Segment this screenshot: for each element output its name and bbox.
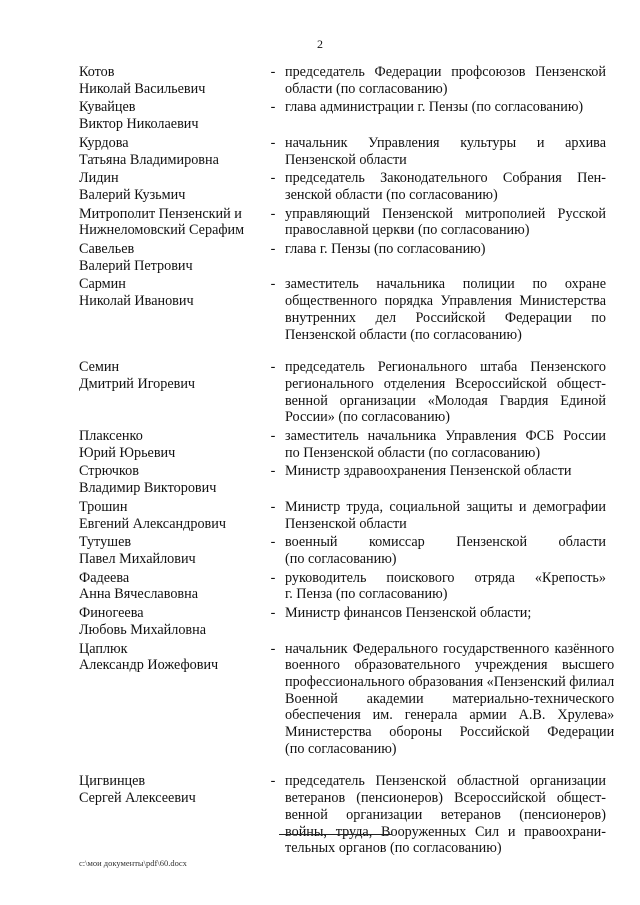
member-role-line: начальник Управления культуры и архива: [285, 134, 606, 151]
member-name: [79, 570, 261, 603]
member-role-line: глава администрации г. Пензы (по согласованию): [285, 99, 584, 116]
member-name-line: Дмитрий Игоревич: [79, 375, 196, 392]
member-name-line: Валерий Петрович: [79, 257, 193, 274]
member-role: [285, 605, 606, 638]
member-name: [79, 241, 261, 274]
member-name-line: Павел Михайлович: [79, 550, 196, 567]
member-role-line: Министерства обороны Российской Федерации: [285, 724, 615, 741]
member-name-line: Митрополит Пензенский и: [79, 205, 242, 222]
roster-row: [79, 640, 615, 758]
member-role: [285, 241, 606, 274]
member-role-line: венной организации ветеранов (пенсионеров): [285, 806, 606, 823]
member-name: [79, 773, 261, 857]
member-role-line: Министр труда, социальной защиты и демографии: [285, 498, 606, 515]
member-role-line: председатель Федерации профсоюзов Пензенской: [285, 64, 606, 80]
roster-row: [79, 64, 606, 97]
member-role-line: председатель Регионального штаба Пензенского: [285, 359, 606, 376]
member-role-line: Министр финансов Пензенской области;: [285, 605, 532, 622]
file-path-footer: c:\мои документы\pdf\60.docx: [79, 858, 187, 868]
roster-row: [79, 428, 606, 461]
member-name: [79, 64, 261, 97]
member-name-line: Кувайцев: [79, 99, 136, 116]
member-role: [285, 428, 606, 461]
dash-separator: -: [270, 241, 276, 258]
member-name-line: Финогеева: [79, 605, 144, 622]
separator-line: [279, 834, 392, 835]
dash-separator: -: [270, 773, 276, 790]
roster-row: [79, 773, 606, 857]
member-name-line: Савельев: [79, 241, 135, 258]
member-name: [79, 499, 261, 532]
member-role-line: управляющий Пензенской митрополией Русской: [285, 205, 606, 222]
member-role-line: профессионального образования «Пензенский филиал: [285, 673, 615, 690]
member-role-line: военного образовательного учреждения высшего: [285, 657, 615, 674]
member-role-line: Пензенской области: [285, 515, 407, 532]
member-role-line: войны, труда, Вооруженных Сил и правоохрани-: [285, 823, 606, 840]
member-role-line: области (по согласованию): [285, 80, 448, 97]
dash-separator: -: [270, 205, 276, 222]
dash-separator: -: [270, 276, 276, 293]
dash-separator: -: [270, 463, 276, 480]
member-name-line: Тутушев: [79, 534, 132, 551]
roster-row: [79, 276, 606, 343]
member-name-line: Любовь Михайловна: [79, 621, 207, 638]
member-role: [285, 773, 606, 857]
member-role: [285, 534, 606, 567]
member-role-line: ветеранов (пенсионеров) Всероссийской общест-: [285, 790, 606, 807]
member-roster: [79, 64, 615, 859]
member-role: [285, 570, 606, 603]
member-role: [285, 641, 614, 758]
member-role-line: Военной академии материально-технического: [285, 690, 615, 707]
member-role-line: начальник Федерального государственного казённого: [285, 640, 615, 657]
member-role-line: (по согласованию): [285, 550, 397, 567]
dash-separator: -: [270, 359, 276, 376]
member-name-line: Стрючков: [79, 463, 139, 480]
member-name-line: Трошин: [79, 498, 128, 515]
member-role-line: общественного порядка Управления Министерства: [285, 293, 606, 310]
dash-separator: -: [270, 428, 276, 445]
member-role-line: тельных органов (по согласованию): [285, 840, 502, 857]
member-role-line: Министр здравоохранения Пензенской области: [285, 463, 572, 480]
dash-separator: -: [270, 498, 276, 515]
member-name-line: Цигвинцев: [79, 773, 146, 790]
member-name: [79, 135, 261, 168]
member-name-line: Сармин: [79, 276, 126, 293]
member-role: [285, 499, 606, 532]
member-name-line: Валерий Кузьмич: [79, 186, 186, 203]
dash-separator: -: [270, 134, 276, 151]
member-name: [79, 206, 261, 239]
member-name: [79, 534, 261, 567]
member-name: [79, 605, 261, 638]
roster-row: [79, 359, 606, 426]
member-role-line: России» (по согласованию): [285, 409, 450, 426]
member-name: [79, 359, 261, 426]
dash-separator: -: [270, 99, 276, 116]
member-name-line: Фадеева: [79, 569, 130, 586]
roster-row: [79, 99, 606, 132]
dash-separator: -: [270, 170, 276, 187]
roster-row: [79, 463, 606, 496]
member-role-line: православной церкви (по согласованию): [285, 222, 530, 239]
member-name-line: Татьяна Владимировна: [79, 151, 219, 168]
member-name-line: Курдова: [79, 134, 129, 151]
dash-separator: -: [270, 640, 276, 657]
member-name-line: Юрий Юрьевич: [79, 444, 176, 461]
member-name-line: Лидин: [79, 170, 119, 187]
member-role: [285, 206, 606, 239]
member-name-line: Евгений Александрович: [79, 515, 226, 532]
roster-row: [79, 241, 606, 274]
member-name-line: Владимир Викторович: [79, 480, 217, 497]
dash-separator: -: [270, 534, 276, 551]
member-role-line: (по согласованию): [285, 740, 397, 757]
member-name-line: Виктор Николаевич: [79, 116, 199, 133]
roster-row: [79, 206, 606, 239]
dash-separator: -: [270, 64, 276, 80]
member-role-line: регионального отделения Всероссийской общест-: [285, 375, 606, 392]
member-role-line: военный комиссар Пензенской области: [285, 534, 606, 551]
member-name: [79, 99, 261, 132]
member-role-line: г. Пенза (по согласованию): [285, 586, 448, 603]
member-name-line: Николай Иванович: [79, 293, 194, 310]
dash-separator: -: [270, 569, 276, 586]
member-role-line: зенской области (по согласованию): [285, 186, 498, 203]
member-name-line: Анна Вячеславовна: [79, 586, 199, 603]
member-role: [285, 64, 606, 97]
member-role-line: Пензенской области (по согласованию): [285, 326, 522, 343]
member-role-line: заместитель начальника Управления ФСБ России: [285, 428, 606, 445]
member-role: [285, 170, 606, 203]
member-role-line: внутренних дел Российской Федерации по: [285, 309, 606, 326]
member-name-line: Нижнеломовский Серафим: [79, 222, 245, 239]
member-name-line: Семин: [79, 359, 120, 376]
member-name-line: Котов: [79, 64, 115, 80]
roster-row: [79, 605, 606, 638]
member-name-line: Александр Иожефович: [79, 657, 219, 674]
member-role-line: председатель Законодательного Собрания Пен-: [285, 170, 606, 187]
member-role: [285, 463, 606, 496]
page-number: 2: [317, 37, 323, 51]
member-role-line: венной организации «Молодая Гвардия Единой: [285, 392, 606, 409]
member-role: [285, 99, 606, 132]
member-name: [79, 170, 261, 203]
member-role-line: заместитель начальника полиции по охране: [285, 276, 606, 293]
roster-row: [79, 170, 606, 203]
member-name: [79, 428, 261, 461]
member-role: [285, 276, 606, 343]
roster-row: [79, 135, 606, 168]
member-name-line: Цаплюк: [79, 640, 128, 657]
member-name: [79, 463, 261, 496]
member-name-line: Плаксенко: [79, 428, 143, 445]
roster-row: [79, 534, 606, 567]
roster-row: [79, 499, 606, 532]
member-role: [285, 359, 606, 426]
member-role-line: председатель Пензенской областной организации: [285, 773, 606, 790]
roster-row: [79, 570, 606, 603]
member-role-line: руководитель поискового отряда «Крепость»: [285, 569, 606, 586]
member-name: [79, 276, 261, 343]
member-role-line: по Пензенской области (по согласованию): [285, 444, 541, 461]
member-name: [79, 641, 261, 758]
member-name-line: Николай Васильевич: [79, 80, 206, 97]
member-role-line: Пензенской области: [285, 151, 407, 168]
member-name-line: Сергей Алексеевич: [79, 790, 196, 807]
dash-separator: -: [270, 605, 276, 622]
member-role: [285, 135, 606, 168]
member-role-line: глава г. Пензы (по согласованию): [285, 241, 486, 258]
member-role-line: обеспечения им. генерала армии А.В. Хрулева»: [285, 707, 615, 724]
